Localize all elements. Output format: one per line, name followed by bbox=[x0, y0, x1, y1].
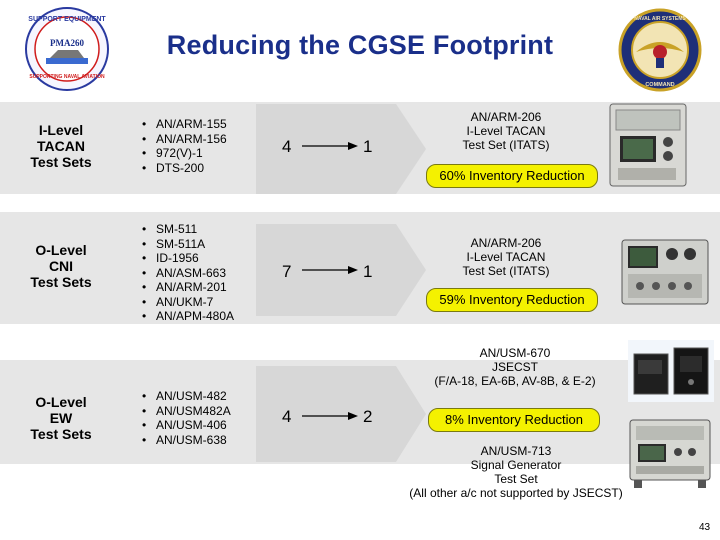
row-label-i-level-tacan bbox=[22, 122, 100, 170]
result-caption-1 bbox=[438, 110, 574, 152]
caption-line: I-Level TACAN bbox=[466, 124, 546, 138]
navair-logo-icon bbox=[618, 8, 702, 92]
list-item: • AN/UKM-7 bbox=[142, 295, 234, 310]
list-item: • DTS-200 bbox=[142, 161, 227, 176]
row-label-line: EW bbox=[49, 410, 73, 426]
list-item: • AN/ARM-156 bbox=[142, 132, 227, 147]
caption-line: AN/USM-713 bbox=[480, 444, 552, 458]
list-item: • AN/ASM-663 bbox=[142, 266, 234, 281]
row-label-line: Test Sets bbox=[30, 426, 92, 442]
reduction-badge-1: 60% Inventory Reduction bbox=[426, 164, 598, 188]
page-title: Reducing the CGSE Footprint bbox=[166, 30, 554, 60]
logo-left-bottom-text: SUPPORTING NAVAL AVIATION bbox=[29, 74, 105, 80]
count-to-2: 1 bbox=[363, 262, 373, 281]
row-label-line: O-Level bbox=[35, 242, 87, 258]
count-from-1: 4 bbox=[282, 137, 292, 156]
result-caption-3-top bbox=[400, 346, 630, 388]
caption-line: (F/A-18, EA-6B, AV-8B, & E-2) bbox=[434, 374, 596, 388]
reduction-badge-2: 59% Inventory Reduction bbox=[426, 288, 598, 312]
result-caption-3-bottom bbox=[398, 444, 634, 500]
caption-line: (All other a/c not supported by JSECST) bbox=[409, 486, 623, 500]
logo-right-top-text: NAVAL AIR SYSTEMS bbox=[634, 16, 686, 22]
list-item: • AN/USM-638 bbox=[142, 433, 231, 448]
caption-line: Test Set (ITATS) bbox=[462, 264, 550, 278]
list-item: • 972(V)-1 bbox=[142, 146, 227, 161]
legacy-equipment-list-3 bbox=[142, 389, 231, 447]
list-item: • ID-1956 bbox=[142, 251, 234, 266]
count-to-1: 1 bbox=[363, 137, 373, 156]
row-label-line: Test Sets bbox=[30, 154, 92, 170]
legacy-equipment-list-2 bbox=[142, 222, 234, 324]
list-item: • AN/APM-480A bbox=[142, 309, 234, 324]
row-label-o-level-ew bbox=[22, 394, 100, 442]
row-label-line: Test Sets bbox=[30, 274, 92, 290]
logo-left-center-text: PMA260 bbox=[50, 38, 84, 48]
list-item: • AN/ARM-155 bbox=[142, 117, 227, 132]
list-item: • SM-511 bbox=[142, 222, 234, 237]
arrow-right-icon bbox=[302, 140, 358, 152]
list-item: • AN/USM-482 bbox=[142, 389, 231, 404]
list-item: • AN/USM-406 bbox=[142, 418, 231, 433]
jsecst-photo-icon bbox=[628, 340, 714, 402]
count-from-2: 7 bbox=[282, 262, 292, 281]
page-number: 43 bbox=[699, 522, 711, 533]
count-to-3: 2 bbox=[363, 407, 373, 426]
row-label-line: I-Level bbox=[38, 122, 84, 138]
logo-right-bottom-text: COMMAND bbox=[645, 82, 675, 88]
row-label-line: CNI bbox=[48, 258, 74, 274]
logo-left-top-text: SUPPORT EQUIPMENT bbox=[28, 16, 106, 23]
test-set-photo-1-icon bbox=[608, 100, 692, 188]
row-label-line: TACAN bbox=[37, 138, 85, 154]
count-from-3: 4 bbox=[282, 407, 292, 426]
list-item: • SM-511A bbox=[142, 237, 234, 252]
test-set-photo-2-icon bbox=[620, 232, 712, 308]
caption-line: Signal Generator bbox=[470, 458, 562, 472]
row-label-line: O-Level bbox=[35, 394, 87, 410]
legacy-equipment-list-1 bbox=[142, 117, 227, 175]
result-caption-2 bbox=[438, 236, 574, 278]
arrow-right-icon bbox=[302, 410, 358, 422]
caption-line: Test Set bbox=[494, 472, 538, 486]
list-item: • AN/USM482A bbox=[142, 404, 231, 419]
row-label-o-level-cni bbox=[22, 242, 100, 290]
caption-line: I-Level TACAN bbox=[466, 250, 546, 264]
arrow-right-icon bbox=[302, 264, 358, 276]
reduction-badge-3: 8% Inventory Reduction bbox=[428, 408, 600, 432]
signal-generator-photo-icon bbox=[626, 410, 716, 492]
caption-line: Test Set (ITATS) bbox=[462, 138, 550, 152]
caption-line: AN/ARM-206 bbox=[470, 110, 542, 124]
list-item: • AN/ARM-201 bbox=[142, 280, 234, 295]
caption-line: AN/USM-670 bbox=[479, 346, 551, 360]
caption-line: AN/ARM-206 bbox=[470, 236, 542, 250]
caption-line: JSECST bbox=[491, 360, 538, 374]
